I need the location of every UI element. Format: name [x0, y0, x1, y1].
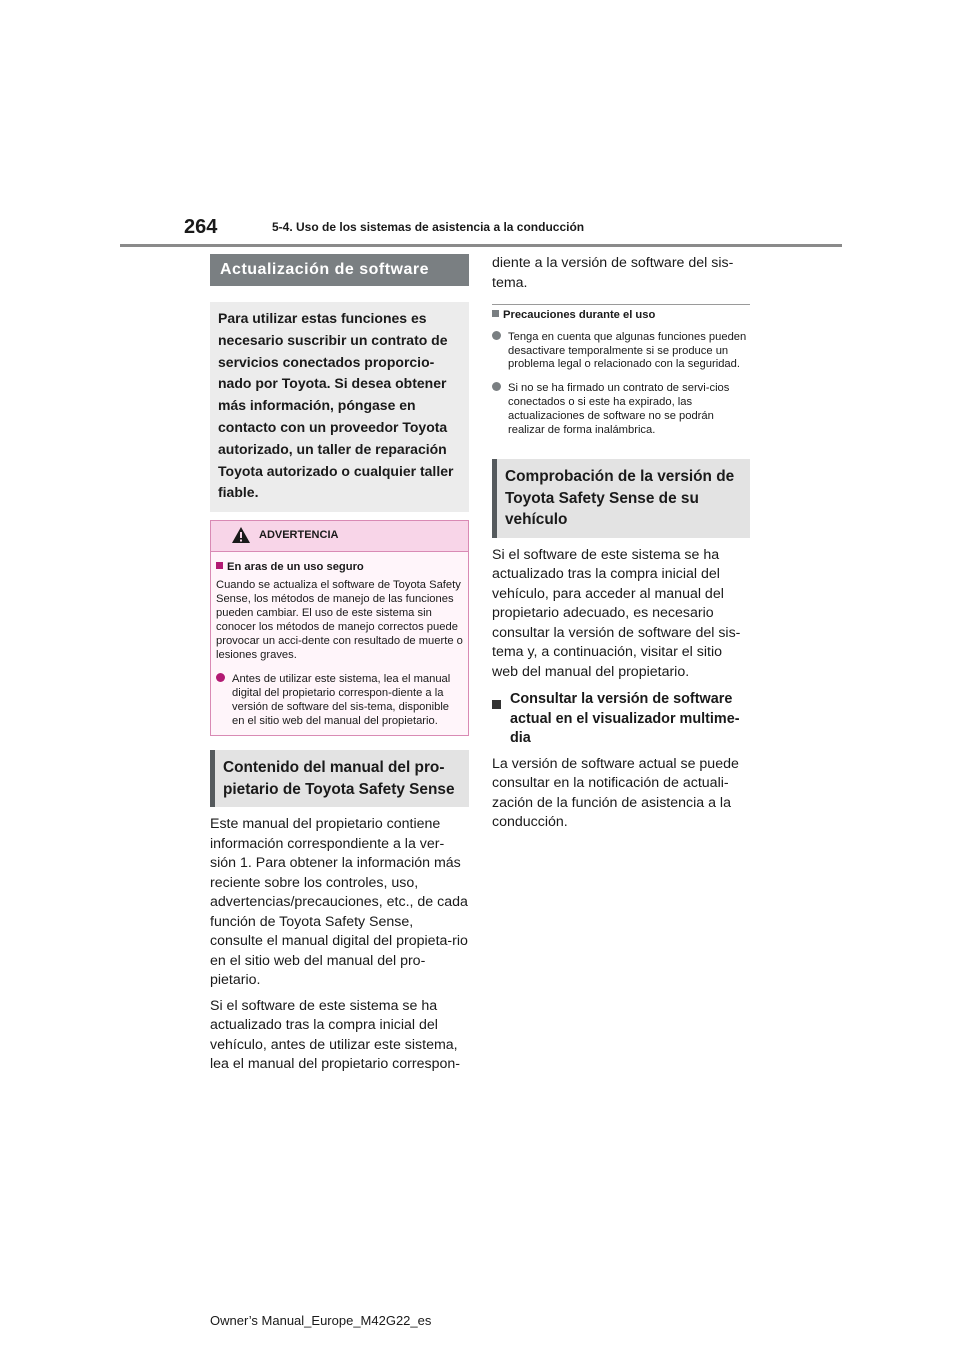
round-bullet-icon [492, 382, 501, 391]
warning-subtitle: En aras de un uso seguro [216, 560, 463, 574]
round-bullet-icon [492, 331, 501, 340]
body-text-right [492, 546, 750, 683]
precaution-item: Si no se ha firmado un contrato de servi-cios conectados o si este ha expirado, las actualizaciones de software no se podrán realizar de forma inalámbrica. [492, 382, 750, 437]
body-text-right-2 [492, 755, 750, 833]
warning-label: ADVERTENCIA [259, 529, 339, 542]
paragraph: Si el software de este sistema se ha actualizado tras la compra inicial del vehículo, antes de utilizar este sistema, lea el manual del propietario correspon- [210, 997, 460, 1073]
square-bullet-icon [216, 562, 223, 569]
precaution-item: Tenga en cuenta que algunas funciones pueden desactivare temporalmente si se produce un problema legal o relacionado con la seguridad. [492, 331, 750, 372]
footer: Owner’s Manual_Europe_M42G22_es [210, 1313, 432, 1328]
paragraph-continued: diente a la versión de software del sis-tema. [492, 255, 734, 291]
warning-triangle-icon [231, 526, 251, 544]
warning-box [210, 520, 469, 736]
square-bullet-icon [492, 310, 499, 317]
precautions-block [492, 309, 750, 437]
precautions-title: Precauciones durante el uso [492, 309, 750, 323]
square-bullet-icon [492, 700, 501, 709]
page-number: 264 [184, 216, 218, 238]
section-title-manual-contents: Contenido del manual del pro-pietario de Toyota Safety Sense [210, 750, 469, 807]
section-header: 5-4. Uso de los sistemas de asistencia a la conducción [272, 220, 585, 234]
warning-body [211, 552, 468, 735]
subheading: Consultar la versión de software actual en el visualizador multime-dia [492, 690, 750, 749]
paragraph: La versión de software actual se puede consultar en la notificación de actuali-zación de la función de asistencia a la conducción. [492, 755, 739, 831]
round-bullet-icon [216, 673, 225, 682]
warning-header [211, 521, 468, 552]
body-text-left [210, 815, 469, 1075]
paragraph: Si el software de este sistema se ha actualizado tras la compra inicial del vehículo, para acceder al manual del propietario adecuado, es necesario consultar la versión de software del sis-tema y, a continuación, visitar el sitio web del manual del propietario. [492, 546, 741, 680]
divider [492, 304, 750, 305]
left-column [210, 254, 469, 1075]
warning-text: Cuando se actualiza el software de Toyota Safety Sense, los métodos de manejo de las funciones pueden cambiar. El uso de este sistema sin conocer los métodos de manejo correctos puede provocar un acci-dente con resultado de muerte o lesiones graves. [216, 579, 463, 662]
header-divider [120, 244, 842, 247]
section-title-software-update: Actualización de software [210, 254, 469, 286]
right-column [492, 254, 750, 833]
intro-box: Para utilizar estas funciones es necesario suscribir un contrato de servicios conectados proporcio-nado por Toyota. Si desea obtener más información, póngase en contacto con un proveedor Toyota autorizado, un taller de reparación Toyota autorizado o cualquier taller fiable. [210, 302, 469, 512]
paragraph: Este manual del propietario contiene información correspondiente a la ver-sión 1. Para obtener la información más reciente sobre los controles, uso, advertencias/precauciones, etc., de cada función de Toyota Safety Sense, consulte el manual digital del propieta-rio en el sitio web del manual del pro-pietario. [210, 816, 468, 989]
section-title-version-check: Comprobación de la versión de Toyota Safety Sense de su vehículo [492, 459, 750, 538]
warning-bullet: Antes de utilizar este sistema, lea el manual digital del propietario correspon-diente a la versión de software del sis-tema, disponible en el sitio web del manual del propietario. [216, 672, 463, 728]
